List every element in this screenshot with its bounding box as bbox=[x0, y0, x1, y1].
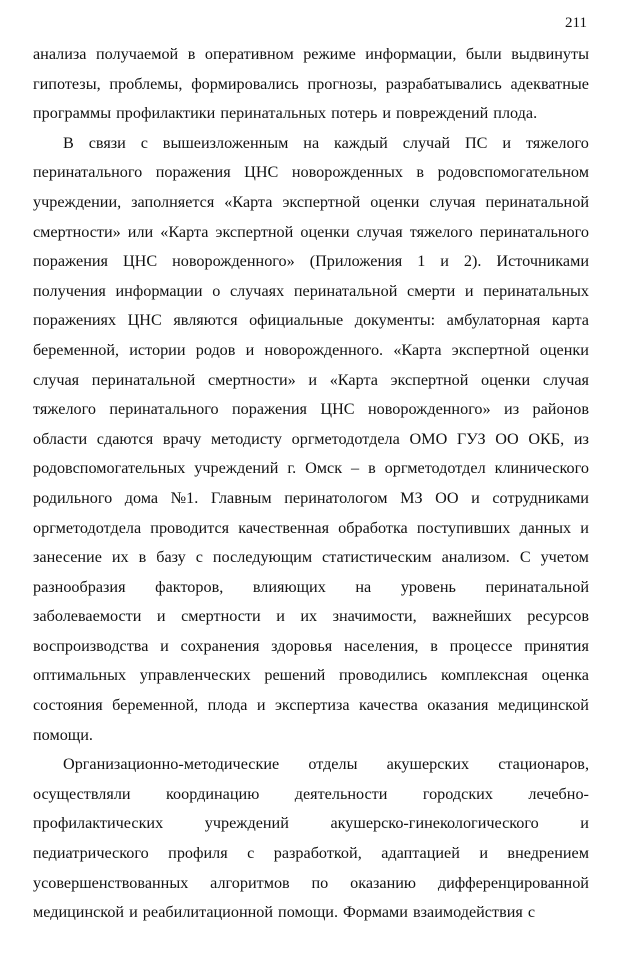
paragraph bbox=[33, 40, 589, 129]
text-line: помощи. bbox=[33, 725, 93, 744]
text-line: родильного дома №1. Главным перинатологом МЗ ОО и сотрудниками bbox=[33, 488, 589, 507]
text-line: перинатального поражения ЦНС новорожденных в родовспомогательном bbox=[33, 163, 589, 182]
text-line: анализа получаемой в оперативном режиме информации, были выдвинуты bbox=[33, 45, 589, 63]
text-line: состояния беременной, плода и экспертиза качества оказания медицинской bbox=[33, 696, 589, 715]
text-line: программы профилактики перинатальных потерь и повреждений плода. bbox=[33, 104, 538, 123]
text-line: гипотезы, проблемы, формировались прогнозы, разрабатывались адекватные bbox=[33, 74, 589, 93]
text-line: учреждении, заполняется «Карта экспертной оценки случая перинатальной bbox=[33, 192, 589, 211]
text-line: занесение их в базу с последующим статистическим анализом. С учетом bbox=[33, 548, 589, 567]
text-line: педиатрического профиля с разработкой, адаптацией и внедрением bbox=[33, 844, 589, 863]
text-line: случая перинатальной смертности» и «Карта экспертной оценки случая bbox=[33, 370, 589, 389]
text-line: оргметодотдела проводится качественная обработка поступивших данных и bbox=[33, 518, 589, 537]
text-line: усовершенствованных алгоритмов по оказанию дифференцированной bbox=[33, 873, 589, 892]
text-line: оптимальных управленческих решений проводились комплексная оценка bbox=[33, 666, 589, 685]
text-line: осуществляли координацию деятельности городских лечебно- bbox=[33, 784, 589, 803]
text-line: тяжелого перинатального поражения ЦНС новорожденного» из районов bbox=[33, 400, 589, 419]
text-line: смертности» или «Карта экспертной оценки случая тяжелого перинатального bbox=[33, 222, 589, 241]
page-number: 211 bbox=[565, 15, 587, 31]
text-line: Организационно-методические отделы акушерских стационаров, bbox=[63, 755, 589, 774]
paragraph bbox=[33, 750, 589, 928]
text-line: беременной, истории родов и новорожденного. «Карта экспертной оценки bbox=[33, 340, 589, 359]
text-line: поражениях ЦНС являются официальные документы: амбулаторная карта bbox=[33, 311, 589, 330]
paragraph bbox=[33, 129, 589, 750]
text-line: получения информации о случаях перинатальной смерти и перинатальных bbox=[33, 281, 589, 300]
text-line: профилактических учреждений акушерско-гинекологического и bbox=[33, 814, 589, 833]
text-line: медицинской и реабилитационной помощи. Формами взаимодействия с bbox=[33, 903, 536, 922]
body-text bbox=[33, 40, 589, 928]
text-line: поражения ЦНС новорожденного» (Приложения 1 и 2). Источниками bbox=[33, 252, 589, 271]
text-line: области сдаются врачу методисту оргметодотдела ОМО ГУЗ ОО ОКБ, из bbox=[33, 429, 589, 448]
text-line: родовспомогательных учреждений г. Омск – в оргметодотдел клинического bbox=[33, 459, 589, 478]
text-line: воспроизводства и сохранения здоровья населения, в процессе принятия bbox=[33, 636, 589, 655]
text-line: В связи с вышеизложенным на каждый случай ПС и тяжелого bbox=[63, 133, 589, 152]
text-line: заболеваемости и смертности и их значимости, важнейших ресурсов bbox=[33, 607, 589, 626]
text-line: разнообразия факторов, влияющих на уровень перинатальной bbox=[33, 577, 589, 596]
